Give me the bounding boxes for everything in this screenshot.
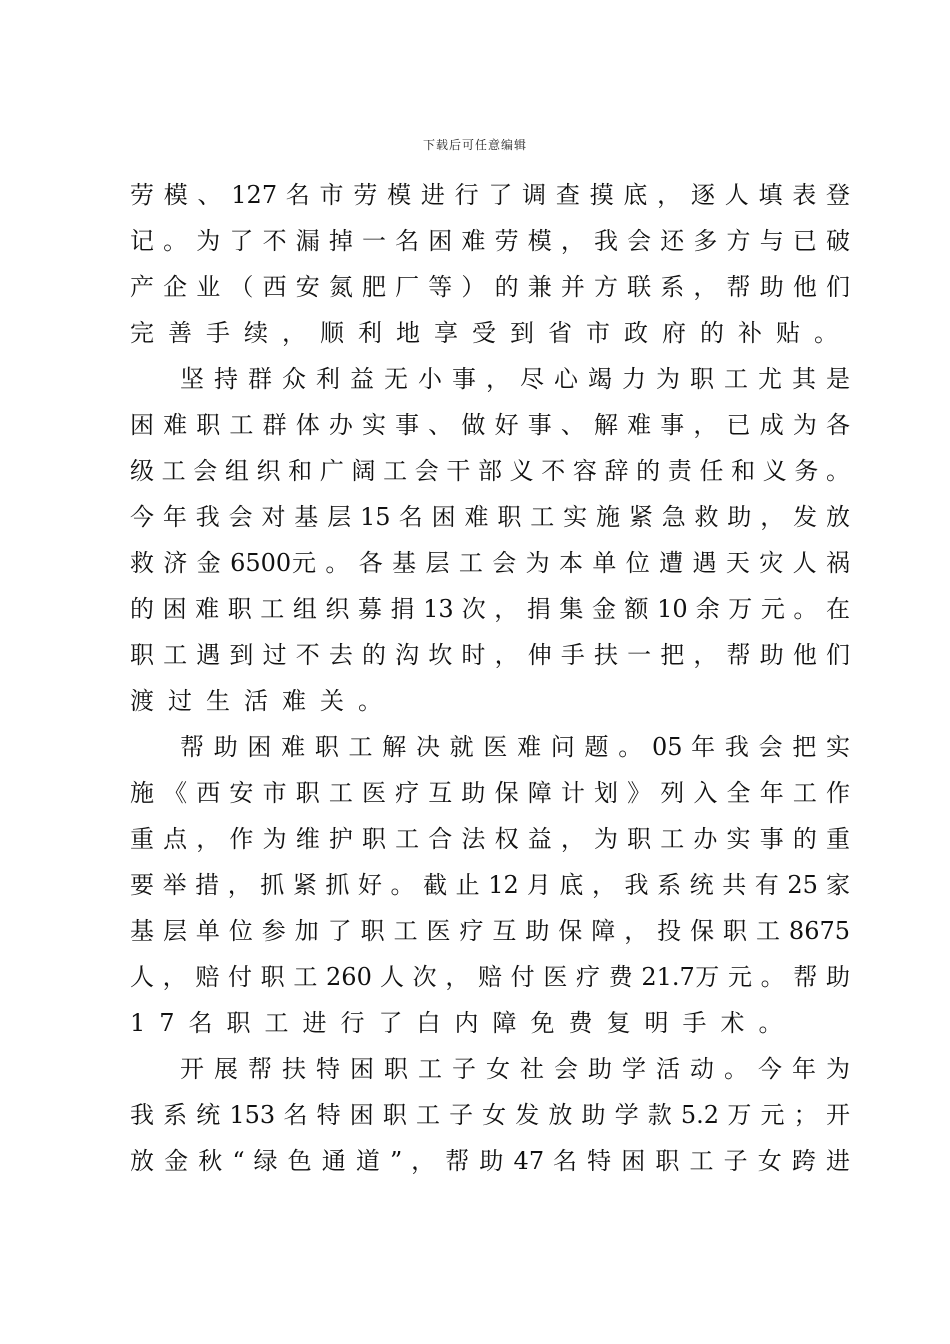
text-line-20: 开 展 帮 扶 特 困 职 工 子 女 社 会 助 学 活 动 。 今 年 为	[180, 1055, 850, 1083]
text-line-8: 今 年 我 会 对 基 层 15 名 困 难 职 工 实 施 紧 急 救 助 ， 发 放	[130, 503, 850, 531]
text-line-12: 渡过生活难关。	[130, 687, 396, 715]
text-line-1: 劳 模 、 127 名 市 劳 模 进 行 了 调 查 摸 底 ， 逐 人 填 表 登	[130, 181, 850, 209]
text-line-14: 施 《 西 安 市 职 工 医 疗 互 助 保 障 计 划 》 列 入 全 年 工 作	[130, 779, 850, 807]
header-note: 下载后可任意编辑	[422, 138, 527, 152]
text-line-17: 基 层 单 位 参 加 了 职 工 医 疗 互 助 保 障 ， 投 保 职 工 8675	[130, 917, 850, 945]
text-line-13: 帮 助 困 难 职 工 解 决 就 医 难 问 题 。 05 年 我 会 把 实	[180, 733, 850, 761]
text-line-21: 我 系 统 153 名 特 困 职 工 子 女 发 放 助 学 款 5.2 万 元 ； 开	[130, 1101, 850, 1129]
text-line-11: 职 工 遇 到 过 不 去 的 沟 坎 时 ， 伸 手 扶 一 把 ， 帮 助 他 们	[130, 641, 850, 669]
text-line-16: 要 举 措 ， 抓 紧 抓 好 。 截 止 12 月 底 ， 我 系 统 共 有 25 家	[130, 871, 850, 899]
text-line-15: 重 点 ， 作 为 维 护 职 工 合 法 权 益 ， 为 职 工 办 实 事 的 重	[130, 825, 850, 853]
text-line-4: 完善手续，顺利地享受到省市政府的补贴。	[130, 319, 852, 347]
text-line-22: 放 金 秋 “ 绿 色 通 道 ” ， 帮 助 47 名 特 困 职 工 子 女 跨 进	[130, 1147, 850, 1175]
text-line-3: 产 企 业 （ 西 安 氮 肥 厂 等 ） 的 兼 并 方 联 系 ， 帮 助 他 们	[130, 273, 850, 301]
text-line-18: 人 ， 赔 付 职 工 260 人 次 ， 赔 付 医 疗 费 21.7万 元 。 帮 助	[130, 963, 850, 991]
text-line-5: 坚 持 群 众 利 益 无 小 事 ， 尽 心 竭 力 为 职 工 尤 其 是	[180, 365, 850, 393]
text-line-9: 救 济 金 6500元 。 各 基 层 工 会 为 本 单 位 遭 遇 天 灾 人 祸	[130, 549, 850, 577]
text-line-7: 级 工 会 组 织 和 广 阔 工 会 干 部 义 不 容 辞 的 责 任 和 义 务 。	[130, 457, 850, 485]
text-line-10: 的 困 难 职 工 组 织 募 捐 13 次 ， 捐 集 金 额 10 余 万 元 。 在	[130, 595, 850, 623]
text-line-19: 17名职工进行了白内障免费复明手术。	[130, 1009, 797, 1037]
text-line-2: 记 。 为 了 不 漏 掉 一 名 困 难 劳 模 ， 我 会 还 多 方 与 已 破	[130, 227, 850, 255]
text-line-6: 困 难 职 工 群 体 办 实 事 、 做 好 事 、 解 难 事 ， 已 成 为 各	[130, 411, 850, 439]
document-body	[130, 172, 850, 1184]
